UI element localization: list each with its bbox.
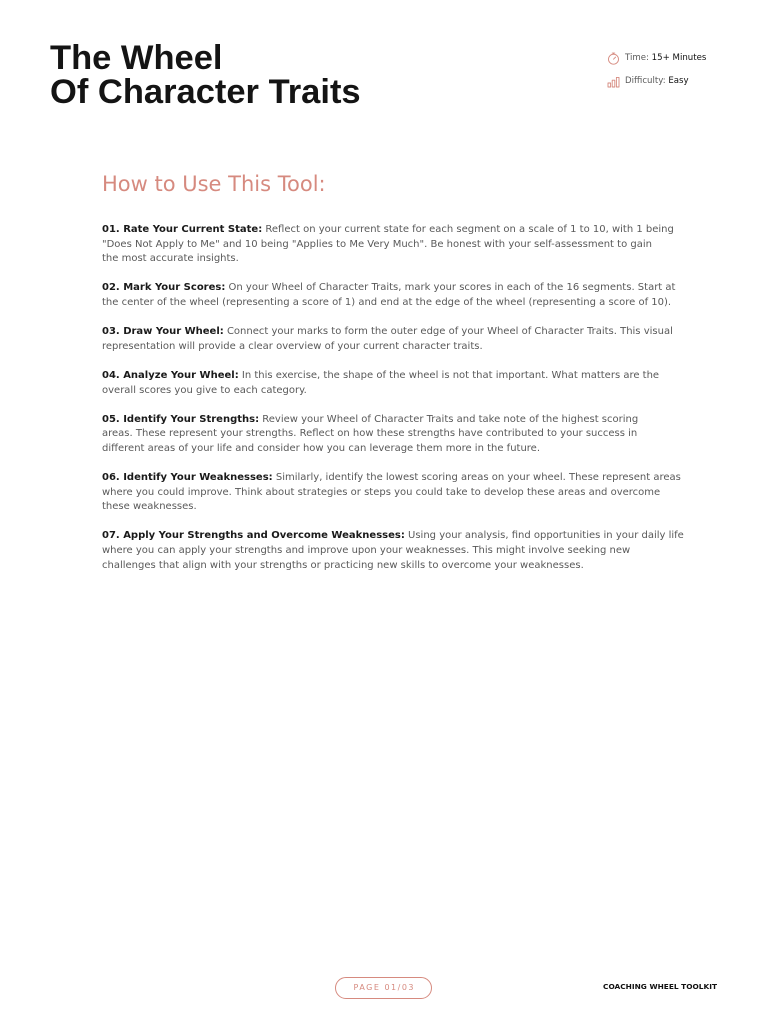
step-line [102, 471, 684, 486]
step-line: overall scores you give to each category. [102, 384, 307, 396]
step-text: In this exercise, the shape of the wheel is not that important. What matters are the [241, 369, 660, 381]
meta-difficulty-value: Easy [668, 76, 689, 86]
step-line: where you can apply your strengths and improve upon your weaknesses. This might involve seeking new [102, 545, 631, 557]
footer-toolkit-name: COACHING WHEEL TOOLKIT [603, 982, 717, 991]
step-line [102, 223, 684, 238]
step-label: 01. Rate Your Current State: [102, 224, 263, 235]
step-line: "Does Not Apply to Me" and 10 being "Applies to Me Very Much". Be honest with your self-assessment to gain [102, 238, 652, 250]
step-item [102, 529, 684, 573]
step-item [102, 369, 684, 398]
step-item [102, 223, 684, 267]
steps-list [102, 223, 684, 588]
meta-difficulty-label: Difficulty: [625, 76, 666, 86]
step-text: Reflect on your current state for each segment on a scale of 1 to 10, with 1 being [265, 224, 674, 235]
step-label: 02. Mark Your Scores: [102, 282, 226, 294]
step-line: these weaknesses. [102, 501, 197, 513]
step-line [102, 529, 684, 544]
step-item [102, 471, 684, 515]
step-label: 05. Identify Your Strengths: [102, 413, 260, 425]
step-item [102, 325, 684, 354]
step-line [102, 325, 684, 340]
step-text: Connect your marks to form the outer edge of your Wheel of Character Traits. This visual [226, 326, 673, 338]
step-line: the most accurate insights. [102, 253, 239, 265]
meta-difficulty-text [625, 74, 689, 88]
meta-difficulty [607, 74, 706, 88]
meta-info [607, 51, 706, 88]
step-item [102, 413, 684, 457]
meta-time-value: 15+ Minutes [651, 53, 707, 63]
section-heading: How to Use This Tool: [102, 172, 326, 196]
page-indicator [335, 977, 432, 999]
title-line: Of Character Traits [50, 73, 361, 111]
step-line: where you could improve. Think about strategies or steps you could take to develop these areas and overcome [102, 486, 661, 498]
step-label: 07. Apply Your Strengths and Overcome Weaknesses: [102, 530, 405, 542]
title-line: The Wheel [50, 39, 223, 77]
meta-time-label: Time: [625, 53, 649, 63]
step-label: 04. Analyze Your Wheel: [102, 369, 239, 381]
step-line: challenges that align with your strengths or practicing new skills to overcome your weaknesses. [102, 559, 584, 571]
step-label: 06. Identify Your Weaknesses: [102, 472, 273, 484]
step-line [102, 281, 684, 296]
step-text: Using your analysis, find opportunities in your daily life [408, 530, 684, 542]
clock-icon [607, 52, 620, 65]
step-line: the center of the wheel (representing a score of 1) and end at the edge of the wheel (representing a score of 10). [102, 296, 672, 308]
step-line: areas. These represent your strengths. Reflect on how these strengths have contributed to your success in [102, 428, 638, 440]
step-text: Similarly, identify the lowest scoring areas on your wheel. These represent areas [275, 472, 681, 484]
step-label: 03. Draw Your Wheel: [102, 326, 224, 338]
step-text: Review your Wheel of Character Traits and take note of the highest scoring [262, 413, 639, 425]
page-indicator-label: PAGE 01/03 [353, 983, 415, 992]
meta-time-text [625, 51, 706, 65]
step-line [102, 369, 684, 384]
bar-chart-icon [607, 75, 620, 88]
step-line [102, 413, 684, 428]
step-text: On your Wheel of Character Traits, mark your scores in each of the 16 segments. Start at [228, 282, 676, 294]
step-item [102, 281, 684, 310]
document-title [50, 41, 361, 109]
step-line: different areas of your life and consider how you can leverage them more in the future. [102, 442, 541, 454]
step-line: representation will provide a clear overview of your current character traits. [102, 340, 483, 352]
meta-time [607, 51, 706, 65]
